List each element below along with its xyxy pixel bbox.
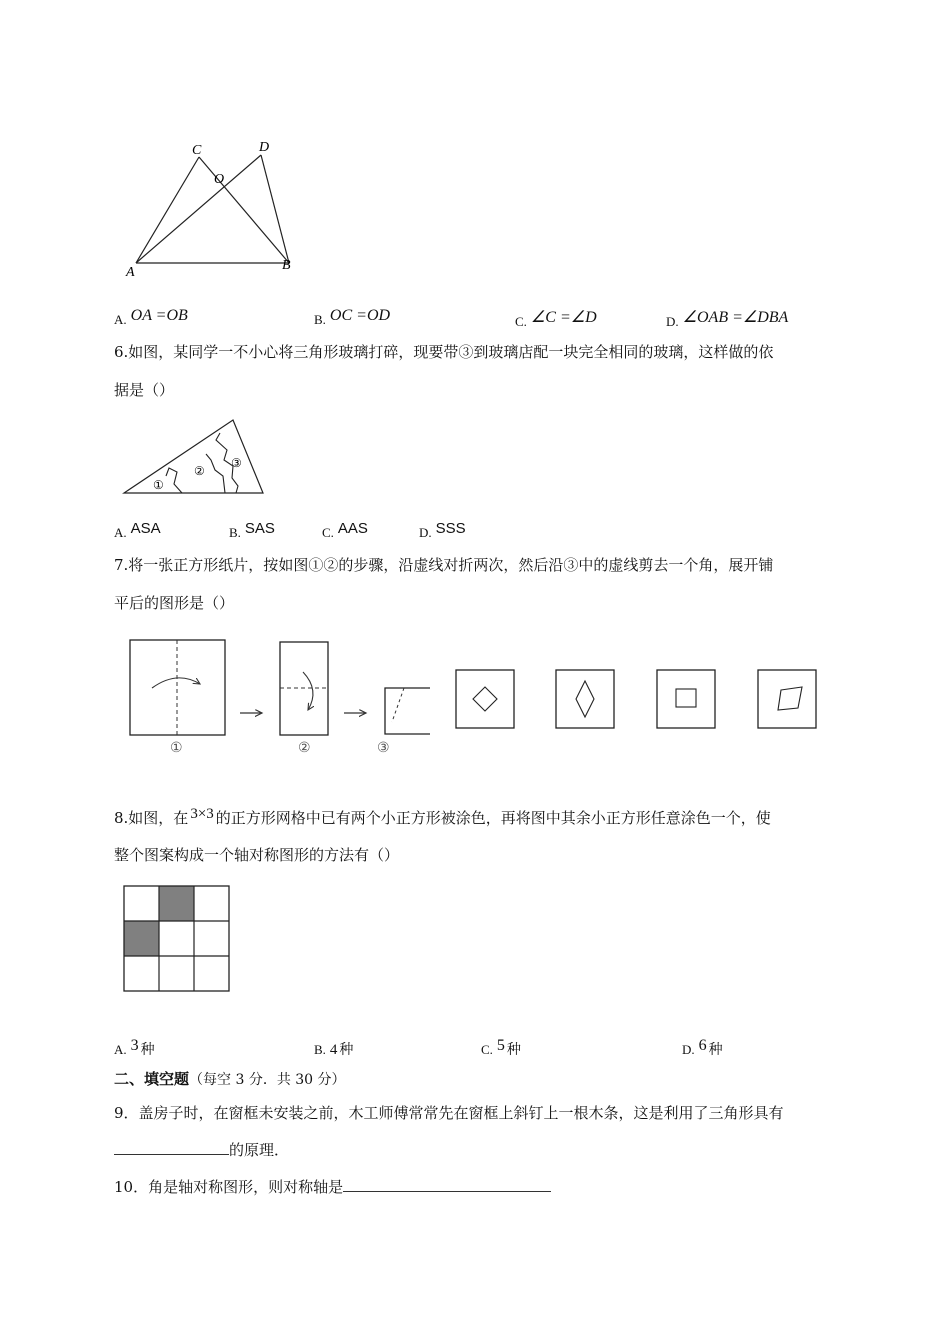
choice-shape-a bbox=[456, 670, 514, 728]
step-3-label: ③ bbox=[377, 741, 390, 756]
step-2-rect bbox=[280, 642, 328, 756]
label-d: D bbox=[259, 140, 270, 155]
piece-2: ② bbox=[194, 464, 205, 478]
q8-option-c[interactable]: C. 5 种 bbox=[481, 1037, 521, 1058]
q9-question-line2: 的原理． bbox=[114, 1140, 289, 1160]
section-2-title: 二、填空题 bbox=[114, 1070, 190, 1088]
q9-question-line1: 9．盖房子时，在窗框未安装之前，木工师傅常常先在窗框上斜钉上一根木条，这是利用了三角形具有 bbox=[114, 1104, 784, 1122]
q6-question-line1: 6.如图，某同学一不小心将三角形玻璃打碎，现要带③到玻璃店配一块完全相同的玻璃，这样做的依 bbox=[114, 343, 774, 361]
q8-option-d[interactable]: D. 6 种 bbox=[682, 1037, 723, 1058]
q6-option-a[interactable]: A. ASA bbox=[114, 520, 161, 540]
figure-q5-triangles bbox=[120, 135, 300, 280]
piece-3: ③ bbox=[231, 456, 242, 470]
q5-option-b[interactable]: B. OC =OD bbox=[314, 307, 391, 327]
figure-q6-broken-glass bbox=[120, 418, 270, 498]
q6-option-c[interactable]: C. AAS bbox=[322, 520, 368, 540]
figure-q7-folding bbox=[120, 630, 840, 760]
step-1-square bbox=[130, 640, 225, 756]
choice-shape-b bbox=[556, 670, 614, 728]
step-2-label: ② bbox=[298, 741, 311, 756]
section-2-note: （每空 3 分．共 30 分） bbox=[189, 1072, 346, 1088]
q6-option-b[interactable]: B. SAS bbox=[229, 520, 275, 540]
label-c: C bbox=[192, 143, 202, 158]
choice-shape-c bbox=[657, 670, 715, 728]
q8-question-line1: 8.如图，在 3×3 的正方形网格中已有两个小正方形被涂色，再将图中其余小正方形任意涂色一个，使 bbox=[114, 806, 771, 827]
choice-shape-d bbox=[758, 670, 816, 728]
q10-question: 10．角是轴对称图形，则对称轴是 bbox=[114, 1177, 551, 1197]
label-o: O bbox=[214, 172, 225, 187]
section-2-heading bbox=[114, 1069, 346, 1090]
step-3-small bbox=[377, 688, 430, 756]
q7-question-line2: 平后的图形是（） bbox=[114, 594, 235, 612]
q5-option-d[interactable]: D. ∠OAB =∠DBA bbox=[666, 309, 789, 329]
q8-option-a[interactable]: A. 3 种 bbox=[114, 1037, 155, 1058]
q6-question-line2: 据是（） bbox=[114, 381, 175, 399]
q7-question-line1: 7.将一张正方形纸片，按如图①②的步骤，沿虚线对折两次，然后沿③中的虚线剪去一个角，展开铺 bbox=[114, 556, 774, 574]
q5-option-a[interactable]: A. OA =OB bbox=[114, 307, 188, 327]
q5-option-c[interactable]: C. ∠C =∠D bbox=[515, 309, 597, 329]
figure-q8-grid bbox=[120, 882, 235, 997]
label-b: B bbox=[282, 258, 291, 273]
piece-1: ① bbox=[153, 478, 164, 492]
label-a: A bbox=[126, 265, 135, 280]
q9-answer-blank[interactable] bbox=[114, 1140, 229, 1155]
q6-option-d[interactable]: D. SSS bbox=[419, 520, 466, 540]
q10-answer-blank[interactable] bbox=[343, 1177, 551, 1192]
q8-option-b[interactable]: B. 4 种 bbox=[314, 1042, 354, 1058]
q8-question-line2: 整个图案构成一个轴对称图形的方法有（） bbox=[114, 846, 400, 864]
step-1-label: ① bbox=[170, 741, 183, 756]
